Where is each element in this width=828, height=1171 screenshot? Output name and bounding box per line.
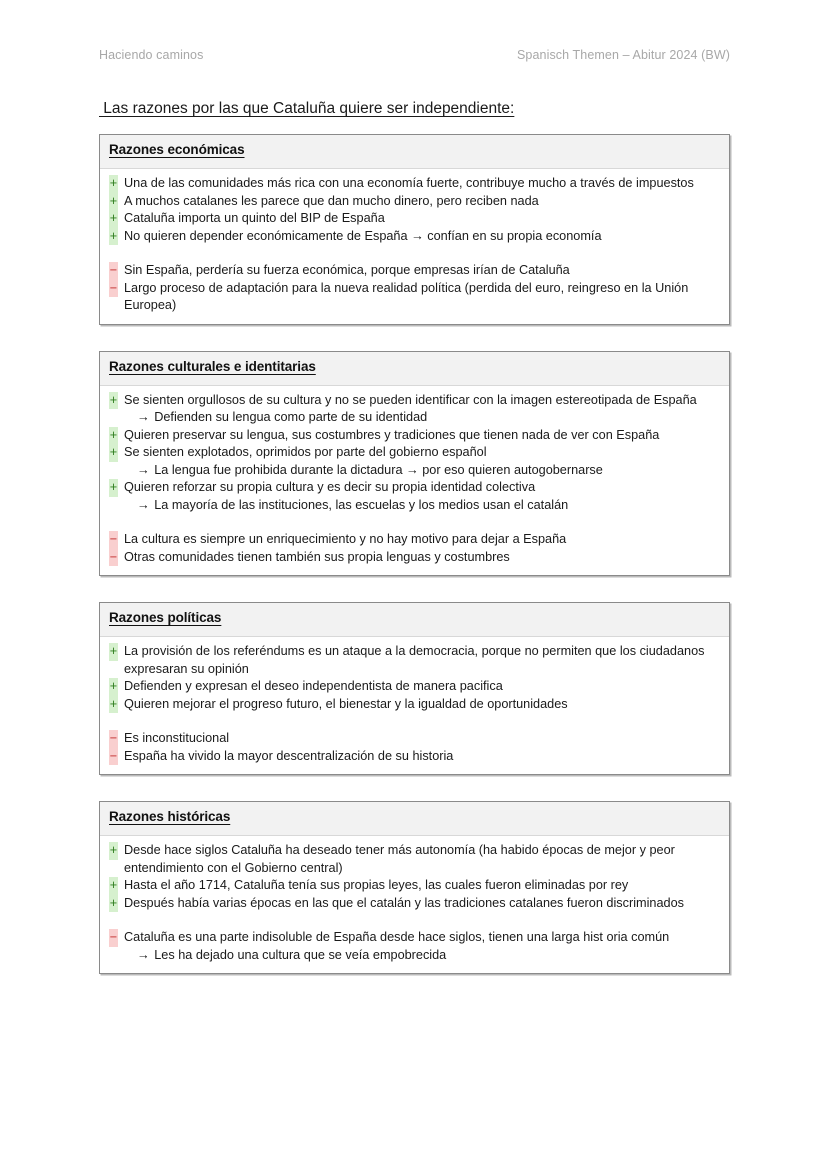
running-header-left: Haciendo caminos [99,48,204,62]
plus-marker-icon: + [109,877,118,895]
subline-value: La mayoría de las instituciones, las escuelas y los medios usan el catalán [154,497,569,512]
section-heading: Razones culturales e identitarias [109,358,316,374]
plus-marker-icon: + [109,643,118,661]
plus-marker-icon: + [109,392,118,410]
list-item-text: Es inconstitucional [124,731,230,745]
pro-list [109,175,720,245]
con-list [109,531,720,566]
plus-marker-icon: + [109,175,118,193]
arrow-icon: → [137,497,155,512]
con-list [109,730,720,765]
list-item-text: Defienden y expresan el deseo independentista de manera pacifica [124,679,503,693]
list-item-text: Una de las comunidades más rica con una economía fuerte, contribuye mucho a través de impuestos [124,176,694,190]
subline-text [123,497,720,515]
list-item-text: No quieren depender económicamente de España → confían en su propia economía [124,228,602,243]
list-item [109,696,720,714]
con-list [109,929,720,964]
list-item-text: Otras comunidades tienen también sus propia lenguas y costumbres [124,549,510,564]
section-historicas [99,801,730,974]
list-item-text: La cultura es siempre un enriquecimiento y no hay motivo para dejar a España [124,532,567,546]
list-item-subline [109,947,720,965]
list-item [109,877,720,895]
list-item-text: Largo proceso de adaptación para la nueva realidad política (perdida del euro, reingreso en la Unión Europea) [124,280,689,312]
list-item [109,228,720,246]
list-item [109,895,720,913]
list-item-text: Después había varias épocas en las que el catalán y las tradiciones catalanes fueron discriminados [124,895,684,910]
list-item [109,280,720,315]
plus-marker-icon: + [109,895,118,913]
minus-marker-icon: − [109,280,118,298]
subline-text [123,462,720,480]
section-header-culturales [100,352,729,386]
sections-container [99,134,730,1000]
plus-marker-icon: + [109,193,118,211]
list-item [109,842,720,877]
list-item [109,929,720,947]
plus-marker-icon: + [109,678,118,696]
arrow-icon: → [137,410,155,424]
section-header-politicas [100,603,729,637]
plus-marker-icon: + [109,228,118,246]
marker-spacer [109,409,118,427]
list-item-subline [109,409,720,427]
section-body-politicas [100,637,729,774]
list-item [109,444,720,462]
section-politicas [99,602,730,775]
list-item [109,392,720,410]
pro-list [109,643,720,713]
list-item [109,479,720,497]
list-item-text: Cataluña es una parte indisoluble de España desde hace siglos, tienen una larga hist oria común [124,930,670,944]
list-item [109,210,720,228]
arrow-icon: → [137,462,155,477]
section-economicas [99,134,730,325]
list-item-text: Quieren preservar su lengua, sus costumbres y tradiciones que tienen nada de ver con España [124,427,660,442]
running-header-right: Spanisch Themen – Abitur 2024 (BW) [516,48,730,62]
list-item [109,730,720,748]
list-item [109,175,720,193]
pro-list [109,392,720,515]
section-body-economicas [100,169,729,324]
list-item-subline [109,497,720,515]
marker-spacer [109,497,118,515]
list-item-text: Cataluña importa un quinto del BIP de España [124,211,385,225]
section-body-culturales [100,386,729,576]
list-item-text: Se sienten orgullosos de su cultura y no se pueden identificar con la imagen estereotipada de España [124,392,697,407]
subline-text [123,947,720,965]
list-item-text: España ha vivido la mayor descentralización de su historia [124,748,454,763]
list-item [109,262,720,280]
plus-marker-icon: + [109,427,118,445]
plus-marker-icon: + [109,842,118,860]
list-item [109,531,720,549]
minus-marker-icon: − [109,730,118,748]
page-title: Las razones por las que Cataluña quiere ser independiente: [99,100,515,117]
section-culturales [99,351,730,577]
list-item-text: Desde hace siglos Cataluña ha deseado tener más autonomía (ha habido épocas de mejor y peor entendimiento con el Gobierno central) [124,843,675,875]
section-heading: Razones históricas [109,809,231,824]
arrow-icon: → [137,947,155,962]
list-item [109,549,720,567]
list-item [109,193,720,211]
list-item [109,678,720,696]
running-header [99,48,730,62]
section-heading: Razones económicas [109,142,245,157]
con-list [109,262,720,315]
section-header-economicas [100,135,729,169]
plus-marker-icon: + [109,210,118,228]
subline-text [123,409,720,427]
subline-value: Defienden su lengua como parte de su identidad [154,410,428,424]
plus-marker-icon: + [109,444,118,462]
list-item-text: Quieren reforzar su propia cultura y es decir su propia identidad colectiva [124,480,536,494]
minus-marker-icon: − [109,929,118,947]
marker-spacer [109,947,118,965]
pro-list [109,842,720,912]
section-heading: Razones políticas [109,610,222,625]
marker-spacer [109,462,118,480]
plus-marker-icon: + [109,479,118,497]
section-header-historicas [100,802,729,836]
list-item-text: La provisión de los referéndums es un ataque a la democracia, porque no permiten que los ciudadanos expresaran su opinión [124,644,705,676]
list-item-subline [109,462,720,480]
list-item-text: Se sienten explotados, oprimidos por parte del gobierno español [124,445,487,459]
subline-value: La lengua fue prohibida durante la dictadura → por eso quieren autogobernarse [154,462,603,477]
list-item-text: Hasta el año 1714, Cataluña tenía sus propias leyes, las cuales fueron eliminadas por rey [124,878,629,892]
minus-marker-icon: − [109,531,118,549]
list-item [109,643,720,678]
section-body-historicas [100,836,729,973]
list-item-text: Quieren mejorar el progreso futuro, el bienestar y la igualdad de oportunidades [124,696,568,711]
list-item-text: A muchos catalanes les parece que dan mucho dinero, pero reciben nada [124,193,539,208]
subline-value: Les ha dejado una cultura que se veía empobrecida [154,947,447,962]
plus-marker-icon: + [109,696,118,714]
minus-marker-icon: − [109,748,118,766]
list-item-text: Sin España, perdería su fuerza económica, porque empresas irían de Cataluña [124,263,570,277]
list-item [109,748,720,766]
list-item [109,427,720,445]
minus-marker-icon: − [109,549,118,567]
minus-marker-icon: − [109,262,118,280]
